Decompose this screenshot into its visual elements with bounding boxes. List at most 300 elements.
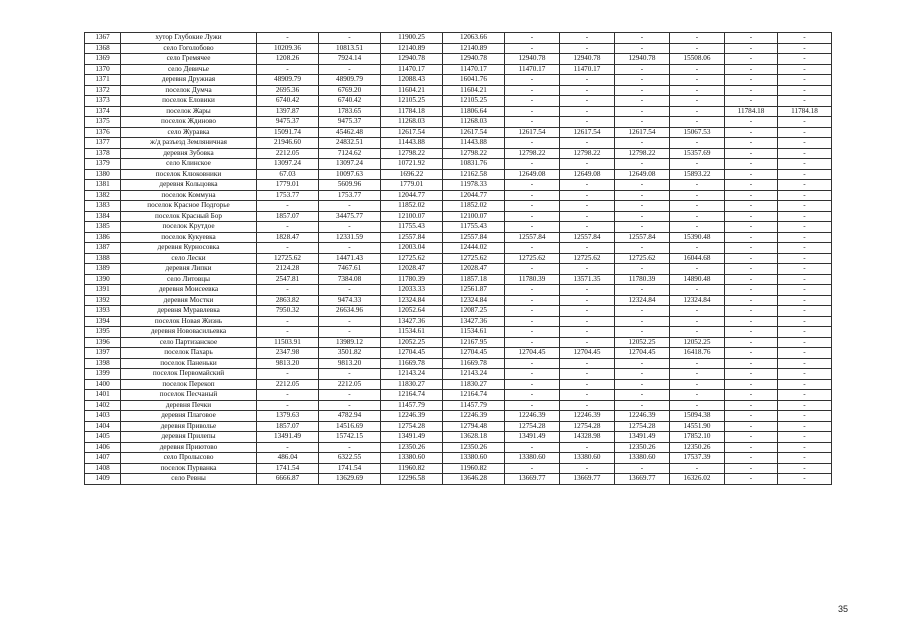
row-number-cell: 1394 bbox=[85, 316, 121, 327]
value-cell: 1779.01 bbox=[257, 180, 319, 191]
value-cell: 3501.82 bbox=[319, 348, 381, 359]
value-cell: - bbox=[725, 85, 778, 96]
table-row bbox=[85, 400, 832, 411]
table-row bbox=[85, 432, 832, 443]
settlement-name-cell: село Литовцы bbox=[121, 274, 257, 285]
value-cell: - bbox=[725, 285, 778, 296]
row-number-cell: 1405 bbox=[85, 432, 121, 443]
table-row bbox=[85, 421, 832, 432]
row-number-cell: 1388 bbox=[85, 253, 121, 264]
value-cell: 13491.49 bbox=[505, 432, 560, 443]
table-row bbox=[85, 75, 832, 86]
value-cell: - bbox=[319, 33, 381, 44]
value-cell: - bbox=[560, 390, 615, 401]
value-cell: - bbox=[778, 379, 832, 390]
value-cell: - bbox=[615, 43, 670, 54]
value-cell: - bbox=[319, 285, 381, 296]
row-number-cell: 1382 bbox=[85, 190, 121, 201]
value-cell: - bbox=[778, 295, 832, 306]
value-cell: 48909.79 bbox=[319, 75, 381, 86]
value-cell: 12105.25 bbox=[381, 96, 443, 107]
value-cell: - bbox=[615, 85, 670, 96]
value-cell: - bbox=[725, 390, 778, 401]
value-cell: 26634.96 bbox=[319, 306, 381, 317]
settlement-name-cell: село Ревны bbox=[121, 474, 257, 485]
value-cell: 11443.88 bbox=[381, 138, 443, 149]
value-cell: - bbox=[560, 337, 615, 348]
value-cell: 12087.25 bbox=[443, 306, 505, 317]
table-row bbox=[85, 43, 832, 54]
value-cell: 12033.33 bbox=[381, 285, 443, 296]
table-row bbox=[85, 337, 832, 348]
value-cell: - bbox=[725, 127, 778, 138]
value-cell: - bbox=[778, 138, 832, 149]
value-cell: 13380.60 bbox=[443, 453, 505, 464]
row-number-cell: 1407 bbox=[85, 453, 121, 464]
value-cell: - bbox=[257, 33, 319, 44]
row-number-cell: 1390 bbox=[85, 274, 121, 285]
row-number-cell: 1379 bbox=[85, 159, 121, 170]
value-cell: - bbox=[615, 159, 670, 170]
value-cell: 12350.26 bbox=[443, 442, 505, 453]
value-cell: - bbox=[505, 96, 560, 107]
value-cell: - bbox=[778, 159, 832, 170]
value-cell: - bbox=[778, 127, 832, 138]
value-cell: - bbox=[670, 358, 725, 369]
value-cell: - bbox=[670, 327, 725, 338]
row-number-cell: 1387 bbox=[85, 243, 121, 254]
settlement-name-cell: поселок Клюковники bbox=[121, 169, 257, 180]
settlement-name-cell: село Партизанское bbox=[121, 337, 257, 348]
value-cell: 10831.76 bbox=[443, 159, 505, 170]
value-cell: 13989.12 bbox=[319, 337, 381, 348]
value-cell: - bbox=[615, 400, 670, 411]
value-cell: 12557.84 bbox=[560, 232, 615, 243]
value-cell: 13491.49 bbox=[257, 432, 319, 443]
value-cell: - bbox=[257, 369, 319, 380]
table-body bbox=[85, 33, 832, 485]
settlement-name-cell: село Пролысово bbox=[121, 453, 257, 464]
settlement-name-cell: поселок Думча bbox=[121, 85, 257, 96]
value-cell: - bbox=[670, 379, 725, 390]
value-cell: 13097.24 bbox=[257, 159, 319, 170]
value-cell: 11806.64 bbox=[443, 106, 505, 117]
table-row bbox=[85, 463, 832, 474]
value-cell: 7950.32 bbox=[257, 306, 319, 317]
value-cell: 12324.84 bbox=[670, 295, 725, 306]
value-cell: 12296.58 bbox=[381, 474, 443, 485]
row-number-cell: 1384 bbox=[85, 211, 121, 222]
value-cell: 12725.62 bbox=[560, 253, 615, 264]
value-cell: 12798.22 bbox=[560, 148, 615, 159]
settlement-name-cell: поселок Перекоп bbox=[121, 379, 257, 390]
value-cell: 12028.47 bbox=[443, 264, 505, 275]
settlement-name-cell: деревня Дружная bbox=[121, 75, 257, 86]
table-row bbox=[85, 306, 832, 317]
value-cell: 11900.25 bbox=[381, 33, 443, 44]
row-number-cell: 1393 bbox=[85, 306, 121, 317]
value-cell: - bbox=[319, 64, 381, 75]
row-number-cell: 1409 bbox=[85, 474, 121, 485]
settlement-name-cell: поселок Еловики bbox=[121, 96, 257, 107]
value-cell: - bbox=[725, 316, 778, 327]
value-cell: 1753.77 bbox=[319, 190, 381, 201]
table-row bbox=[85, 253, 832, 264]
value-cell: - bbox=[725, 453, 778, 464]
table-row bbox=[85, 169, 832, 180]
value-cell: - bbox=[505, 75, 560, 86]
table-row bbox=[85, 96, 832, 107]
value-cell: - bbox=[505, 442, 560, 453]
value-cell: 12649.08 bbox=[560, 169, 615, 180]
value-cell: 14890.48 bbox=[670, 274, 725, 285]
settlement-name-cell: деревня Муравлевка bbox=[121, 306, 257, 317]
value-cell: - bbox=[725, 75, 778, 86]
value-cell: 11443.88 bbox=[443, 138, 505, 149]
value-cell: 12617.54 bbox=[560, 127, 615, 138]
value-cell: 12940.78 bbox=[505, 54, 560, 65]
value-cell: - bbox=[778, 474, 832, 485]
value-cell: 12794.48 bbox=[443, 421, 505, 432]
value-cell: 1857.07 bbox=[257, 211, 319, 222]
value-cell: - bbox=[615, 33, 670, 44]
value-cell: - bbox=[670, 159, 725, 170]
value-cell: 11534.61 bbox=[381, 327, 443, 338]
table-row bbox=[85, 180, 832, 191]
value-cell: - bbox=[505, 85, 560, 96]
value-cell: 12044.77 bbox=[381, 190, 443, 201]
table-row bbox=[85, 148, 832, 159]
value-cell: - bbox=[670, 243, 725, 254]
value-cell: - bbox=[615, 316, 670, 327]
table-row bbox=[85, 474, 832, 485]
value-cell: - bbox=[257, 243, 319, 254]
value-cell: 13380.60 bbox=[560, 453, 615, 464]
row-number-cell: 1395 bbox=[85, 327, 121, 338]
value-cell: 11470.17 bbox=[443, 64, 505, 75]
value-cell: - bbox=[505, 138, 560, 149]
value-cell: - bbox=[670, 285, 725, 296]
settlement-name-cell: поселок Кукуевка bbox=[121, 232, 257, 243]
value-cell: - bbox=[615, 211, 670, 222]
value-cell: 4782.94 bbox=[319, 411, 381, 422]
value-cell: - bbox=[615, 190, 670, 201]
value-cell: - bbox=[725, 421, 778, 432]
value-cell: - bbox=[560, 316, 615, 327]
value-cell: - bbox=[560, 75, 615, 86]
value-cell: - bbox=[505, 379, 560, 390]
value-cell: - bbox=[778, 64, 832, 75]
settlement-name-cell: поселок Песчаный bbox=[121, 390, 257, 401]
table-row bbox=[85, 369, 832, 380]
value-cell: 14328.98 bbox=[560, 432, 615, 443]
value-cell: - bbox=[257, 390, 319, 401]
value-cell: 12003.04 bbox=[381, 243, 443, 254]
value-cell: - bbox=[778, 117, 832, 128]
settlement-name-cell: поселок Жары bbox=[121, 106, 257, 117]
value-cell: 9474.33 bbox=[319, 295, 381, 306]
value-cell: 12100.07 bbox=[443, 211, 505, 222]
value-cell: - bbox=[670, 33, 725, 44]
value-cell: - bbox=[725, 306, 778, 317]
value-cell: 13380.60 bbox=[615, 453, 670, 464]
value-cell: 12143.24 bbox=[443, 369, 505, 380]
value-cell: 6740.42 bbox=[319, 96, 381, 107]
value-cell: - bbox=[725, 253, 778, 264]
table-row bbox=[85, 85, 832, 96]
value-cell: 9475.37 bbox=[257, 117, 319, 128]
value-cell: - bbox=[670, 43, 725, 54]
value-cell: - bbox=[505, 316, 560, 327]
value-cell: 9475.37 bbox=[319, 117, 381, 128]
settlement-name-cell: поселок Новая Жизнь bbox=[121, 316, 257, 327]
value-cell: 11503.91 bbox=[257, 337, 319, 348]
value-cell: 7924.14 bbox=[319, 54, 381, 65]
row-number-cell: 1374 bbox=[85, 106, 121, 117]
value-cell: - bbox=[778, 432, 832, 443]
value-cell: 2212.05 bbox=[257, 148, 319, 159]
value-cell: - bbox=[505, 243, 560, 254]
value-cell: 2124.28 bbox=[257, 264, 319, 275]
value-cell: 12557.84 bbox=[443, 232, 505, 243]
value-cell: - bbox=[670, 390, 725, 401]
value-cell: 12754.28 bbox=[381, 421, 443, 432]
value-cell: - bbox=[560, 43, 615, 54]
value-cell: - bbox=[257, 64, 319, 75]
value-cell: 11857.18 bbox=[443, 274, 505, 285]
value-cell: - bbox=[725, 33, 778, 44]
value-cell: 12940.78 bbox=[381, 54, 443, 65]
value-cell: - bbox=[778, 33, 832, 44]
settlement-name-cell: поселок Первомайский bbox=[121, 369, 257, 380]
value-cell: - bbox=[560, 463, 615, 474]
value-cell: - bbox=[725, 169, 778, 180]
settlement-name-cell: деревня Прилепы bbox=[121, 432, 257, 443]
value-cell: - bbox=[670, 463, 725, 474]
value-cell: 48909.79 bbox=[257, 75, 319, 86]
value-cell: 7124.62 bbox=[319, 148, 381, 159]
value-cell: 12063.66 bbox=[443, 33, 505, 44]
value-cell: 11830.27 bbox=[443, 379, 505, 390]
value-cell: - bbox=[778, 421, 832, 432]
value-cell: - bbox=[778, 148, 832, 159]
row-number-cell: 1381 bbox=[85, 180, 121, 191]
value-cell: - bbox=[505, 190, 560, 201]
value-cell: - bbox=[778, 463, 832, 474]
value-cell: - bbox=[505, 201, 560, 212]
value-cell: - bbox=[560, 180, 615, 191]
settlement-name-cell: поселок Паненьки bbox=[121, 358, 257, 369]
value-cell: 12649.08 bbox=[615, 169, 670, 180]
value-cell: - bbox=[778, 169, 832, 180]
table-row bbox=[85, 358, 832, 369]
row-number-cell: 1386 bbox=[85, 232, 121, 243]
value-cell: - bbox=[725, 274, 778, 285]
value-cell: 10097.63 bbox=[319, 169, 381, 180]
table-row bbox=[85, 295, 832, 306]
value-cell: 9813.20 bbox=[257, 358, 319, 369]
value-cell: - bbox=[725, 201, 778, 212]
value-cell: 11470.17 bbox=[381, 64, 443, 75]
row-number-cell: 1396 bbox=[85, 337, 121, 348]
value-cell: - bbox=[319, 222, 381, 233]
value-cell: 12044.77 bbox=[443, 190, 505, 201]
value-cell: - bbox=[560, 33, 615, 44]
value-cell: 13669.77 bbox=[560, 474, 615, 485]
row-number-cell: 1398 bbox=[85, 358, 121, 369]
value-cell: - bbox=[725, 295, 778, 306]
table-row bbox=[85, 442, 832, 453]
value-cell: 12052.25 bbox=[670, 337, 725, 348]
value-cell: - bbox=[725, 138, 778, 149]
value-cell: 12324.84 bbox=[443, 295, 505, 306]
table-row bbox=[85, 327, 832, 338]
value-cell: 12246.39 bbox=[381, 411, 443, 422]
row-number-cell: 1377 bbox=[85, 138, 121, 149]
value-cell: - bbox=[615, 379, 670, 390]
value-cell: - bbox=[505, 400, 560, 411]
value-cell: 12704.45 bbox=[505, 348, 560, 359]
value-cell: - bbox=[778, 222, 832, 233]
value-cell: - bbox=[319, 400, 381, 411]
value-cell: 1779.01 bbox=[381, 180, 443, 191]
settlement-name-cell: деревня Моисеевка bbox=[121, 285, 257, 296]
value-cell: - bbox=[778, 43, 832, 54]
value-cell: - bbox=[560, 96, 615, 107]
value-cell: 11470.17 bbox=[560, 64, 615, 75]
value-cell: - bbox=[670, 64, 725, 75]
value-cell: - bbox=[505, 43, 560, 54]
value-cell: 11960.82 bbox=[443, 463, 505, 474]
row-number-cell: 1385 bbox=[85, 222, 121, 233]
value-cell: 12561.87 bbox=[443, 285, 505, 296]
value-cell: - bbox=[505, 358, 560, 369]
value-cell: 12798.22 bbox=[381, 148, 443, 159]
value-cell: - bbox=[725, 411, 778, 422]
value-cell: 1753.77 bbox=[257, 190, 319, 201]
value-cell: - bbox=[670, 264, 725, 275]
value-cell: 2212.05 bbox=[319, 379, 381, 390]
value-cell: 12246.39 bbox=[560, 411, 615, 422]
value-cell: 11780.39 bbox=[615, 274, 670, 285]
value-cell: - bbox=[560, 264, 615, 275]
value-cell: - bbox=[560, 358, 615, 369]
value-cell: 11784.18 bbox=[381, 106, 443, 117]
value-cell: 13629.69 bbox=[319, 474, 381, 485]
value-cell: - bbox=[670, 222, 725, 233]
value-cell: 11784.18 bbox=[778, 106, 832, 117]
value-cell: - bbox=[560, 306, 615, 317]
page-number: 35 bbox=[838, 604, 849, 614]
value-cell: - bbox=[778, 348, 832, 359]
value-cell: - bbox=[505, 285, 560, 296]
value-cell: - bbox=[725, 180, 778, 191]
value-cell: 11604.21 bbox=[443, 85, 505, 96]
value-cell: - bbox=[670, 106, 725, 117]
value-cell: 12164.74 bbox=[381, 390, 443, 401]
table-row bbox=[85, 232, 832, 243]
row-number-cell: 1391 bbox=[85, 285, 121, 296]
settlement-name-cell: деревня Мостки bbox=[121, 295, 257, 306]
value-cell: - bbox=[725, 327, 778, 338]
value-cell: - bbox=[725, 442, 778, 453]
row-number-cell: 1370 bbox=[85, 64, 121, 75]
value-cell: - bbox=[505, 463, 560, 474]
value-cell: - bbox=[615, 358, 670, 369]
value-cell: 12167.95 bbox=[443, 337, 505, 348]
value-cell: - bbox=[778, 453, 832, 464]
value-cell: - bbox=[560, 400, 615, 411]
value-cell: - bbox=[560, 106, 615, 117]
value-cell: - bbox=[778, 316, 832, 327]
value-cell: - bbox=[778, 85, 832, 96]
value-cell: - bbox=[505, 222, 560, 233]
row-number-cell: 1404 bbox=[85, 421, 121, 432]
value-cell: 16044.68 bbox=[670, 253, 725, 264]
value-cell: - bbox=[505, 211, 560, 222]
value-cell: - bbox=[778, 274, 832, 285]
value-cell: 1397.87 bbox=[257, 106, 319, 117]
value-cell: 13669.77 bbox=[505, 474, 560, 485]
settlement-name-cell: деревня Печки bbox=[121, 400, 257, 411]
value-cell: 16041.76 bbox=[443, 75, 505, 86]
value-cell: 15357.69 bbox=[670, 148, 725, 159]
value-cell: 12798.22 bbox=[443, 148, 505, 159]
value-cell: 12725.62 bbox=[505, 253, 560, 264]
value-cell: 13097.24 bbox=[319, 159, 381, 170]
value-cell: 12350.26 bbox=[381, 442, 443, 453]
value-cell: 11457.79 bbox=[443, 400, 505, 411]
value-cell: - bbox=[615, 327, 670, 338]
settlement-name-cell: поселок Пахарь bbox=[121, 348, 257, 359]
value-cell: - bbox=[778, 411, 832, 422]
value-cell: - bbox=[560, 222, 615, 233]
settlement-name-cell: деревня Приволье bbox=[121, 421, 257, 432]
value-cell: 15067.53 bbox=[670, 127, 725, 138]
value-cell: 11604.21 bbox=[381, 85, 443, 96]
table-row bbox=[85, 285, 832, 296]
settlement-name-cell: деревня Нововасильевка bbox=[121, 327, 257, 338]
value-cell: 12798.22 bbox=[505, 148, 560, 159]
value-cell: - bbox=[778, 180, 832, 191]
value-cell: - bbox=[615, 106, 670, 117]
row-number-cell: 1380 bbox=[85, 169, 121, 180]
value-cell: - bbox=[560, 138, 615, 149]
value-cell: 12324.84 bbox=[381, 295, 443, 306]
value-cell: - bbox=[670, 138, 725, 149]
value-cell: 10209.36 bbox=[257, 43, 319, 54]
value-cell: 12350.26 bbox=[615, 442, 670, 453]
value-cell: 6740.42 bbox=[257, 96, 319, 107]
value-cell: 12725.62 bbox=[257, 253, 319, 264]
settlement-name-cell: поселок Ждиново bbox=[121, 117, 257, 128]
value-cell: 12246.39 bbox=[443, 411, 505, 422]
table-row bbox=[85, 264, 832, 275]
value-cell: - bbox=[725, 379, 778, 390]
value-cell: 13628.18 bbox=[443, 432, 505, 443]
value-cell: - bbox=[670, 306, 725, 317]
value-cell: - bbox=[725, 117, 778, 128]
value-cell: 1741.54 bbox=[319, 463, 381, 474]
value-cell: - bbox=[560, 201, 615, 212]
value-cell: 7467.61 bbox=[319, 264, 381, 275]
value-cell: - bbox=[725, 159, 778, 170]
value-cell: - bbox=[725, 369, 778, 380]
value-cell: - bbox=[778, 264, 832, 275]
value-cell: 15390.48 bbox=[670, 232, 725, 243]
value-cell: 15091.74 bbox=[257, 127, 319, 138]
value-cell: 17537.39 bbox=[670, 453, 725, 464]
